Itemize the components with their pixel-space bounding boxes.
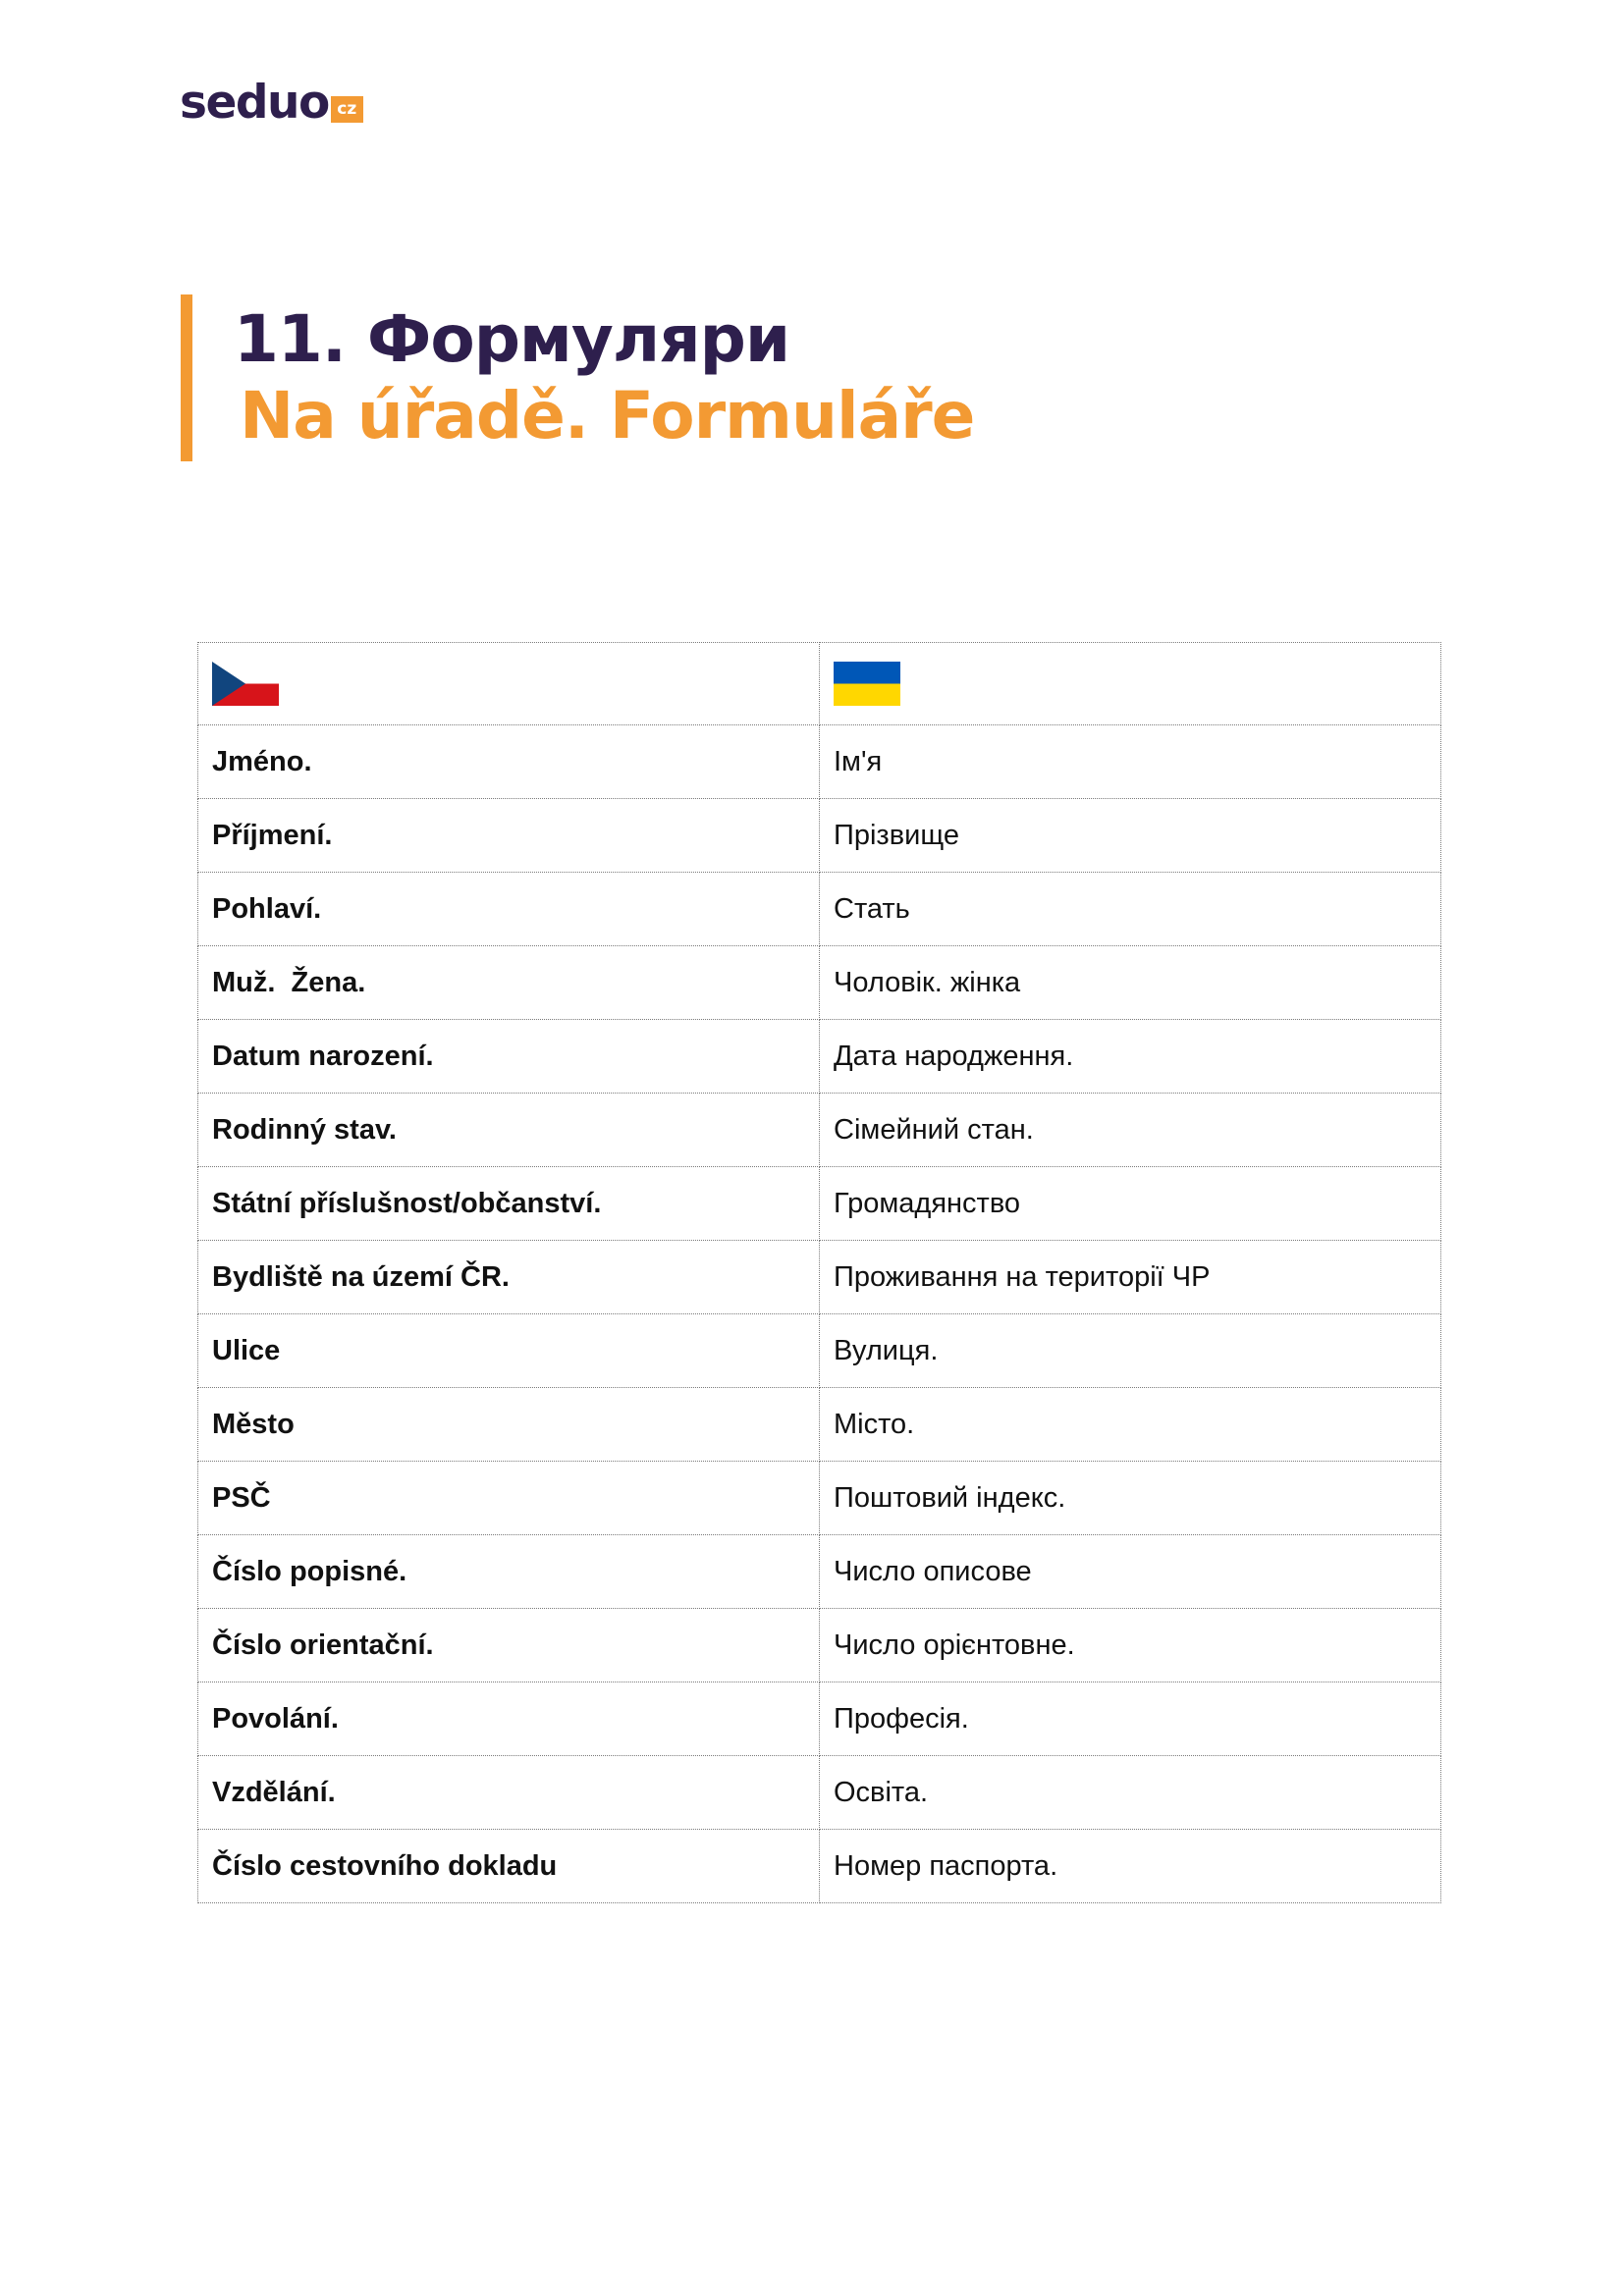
ukrainian-term-cell: Дата народження. [820, 1020, 1441, 1094]
table-row [198, 1094, 1441, 1167]
czech-term-cell: Rodinný stav. [198, 1094, 820, 1167]
ukrainian-term-cell: Поштовий індекс. [820, 1462, 1441, 1535]
table-row [198, 873, 1441, 946]
table-row [198, 1167, 1441, 1241]
ukrainian-flag-icon [834, 662, 900, 706]
vocabulary-table [197, 642, 1441, 1903]
table-row [198, 1241, 1441, 1314]
czech-term-cell: Pohlaví. [198, 873, 820, 946]
page-title-ukrainian: 11. Формуляри [234, 301, 790, 377]
czech-term-cell: Bydliště na území ČR. [198, 1241, 820, 1314]
logo-wordmark: seduo [180, 75, 329, 130]
ukrainian-term-cell: Освіта. [820, 1756, 1441, 1830]
table-row [198, 1388, 1441, 1462]
table-row [198, 1609, 1441, 1682]
table-row [198, 725, 1441, 799]
ukrainian-term-cell: Проживання на території ЧР [820, 1241, 1441, 1314]
table-row [198, 1682, 1441, 1756]
ukrainian-term-cell: Місто. [820, 1388, 1441, 1462]
table-row [198, 1020, 1441, 1094]
ukrainian-term-cell: Стать [820, 873, 1441, 946]
table-row [198, 799, 1441, 873]
czech-term-cell: Jméno. [198, 725, 820, 799]
czech-term-cell: Město [198, 1388, 820, 1462]
ukrainian-column-header [820, 643, 1441, 725]
table-row [198, 1462, 1441, 1535]
table-row [198, 1756, 1441, 1830]
page-title-czech: Na úřadě. Formuláře [240, 378, 975, 454]
table-row [198, 1314, 1441, 1388]
seduo-logo [180, 77, 363, 128]
czech-term-cell: Číslo orientační. [198, 1609, 820, 1682]
ukrainian-term-cell: Номер паспорта. [820, 1830, 1441, 1903]
czech-term-cell: Ulice [198, 1314, 820, 1388]
ukrainian-term-cell: Громадянство [820, 1167, 1441, 1241]
table-row [198, 946, 1441, 1020]
ukrainian-term-cell: Вулиця. [820, 1314, 1441, 1388]
czech-term-cell: PSČ [198, 1462, 820, 1535]
ukrainian-term-cell: Ім'я [820, 725, 1441, 799]
czech-flag-icon [212, 662, 279, 706]
czech-term-cell: Příjmení. [198, 799, 820, 873]
czech-term-cell: Číslo popisné. [198, 1535, 820, 1609]
czech-term-cell: Vzdělání. [198, 1756, 820, 1830]
ukrainian-term-cell: Число описове [820, 1535, 1441, 1609]
ukrainian-term-cell: Професія. [820, 1682, 1441, 1756]
ukrainian-term-cell: Чоловік. жінка [820, 946, 1441, 1020]
table-row [198, 1830, 1441, 1903]
table-row [198, 1535, 1441, 1609]
czech-term-cell: Státní příslušnost/občanství. [198, 1167, 820, 1241]
czech-term-cell: Muž. Žena. [198, 946, 820, 1020]
logo-cz-badge: cz [331, 96, 363, 123]
ukrainian-term-cell: Сімейний стан. [820, 1094, 1441, 1167]
czech-column-header [198, 643, 820, 725]
czech-term-cell: Číslo cestovního dokladu [198, 1830, 820, 1903]
ukrainian-term-cell: Число орієнтовне. [820, 1609, 1441, 1682]
title-accent-bar [181, 294, 192, 461]
table-header-row [198, 643, 1441, 725]
czech-term-cell: Datum narození. [198, 1020, 820, 1094]
czech-term-cell: Povolání. [198, 1682, 820, 1756]
ukrainian-term-cell: Прізвище [820, 799, 1441, 873]
